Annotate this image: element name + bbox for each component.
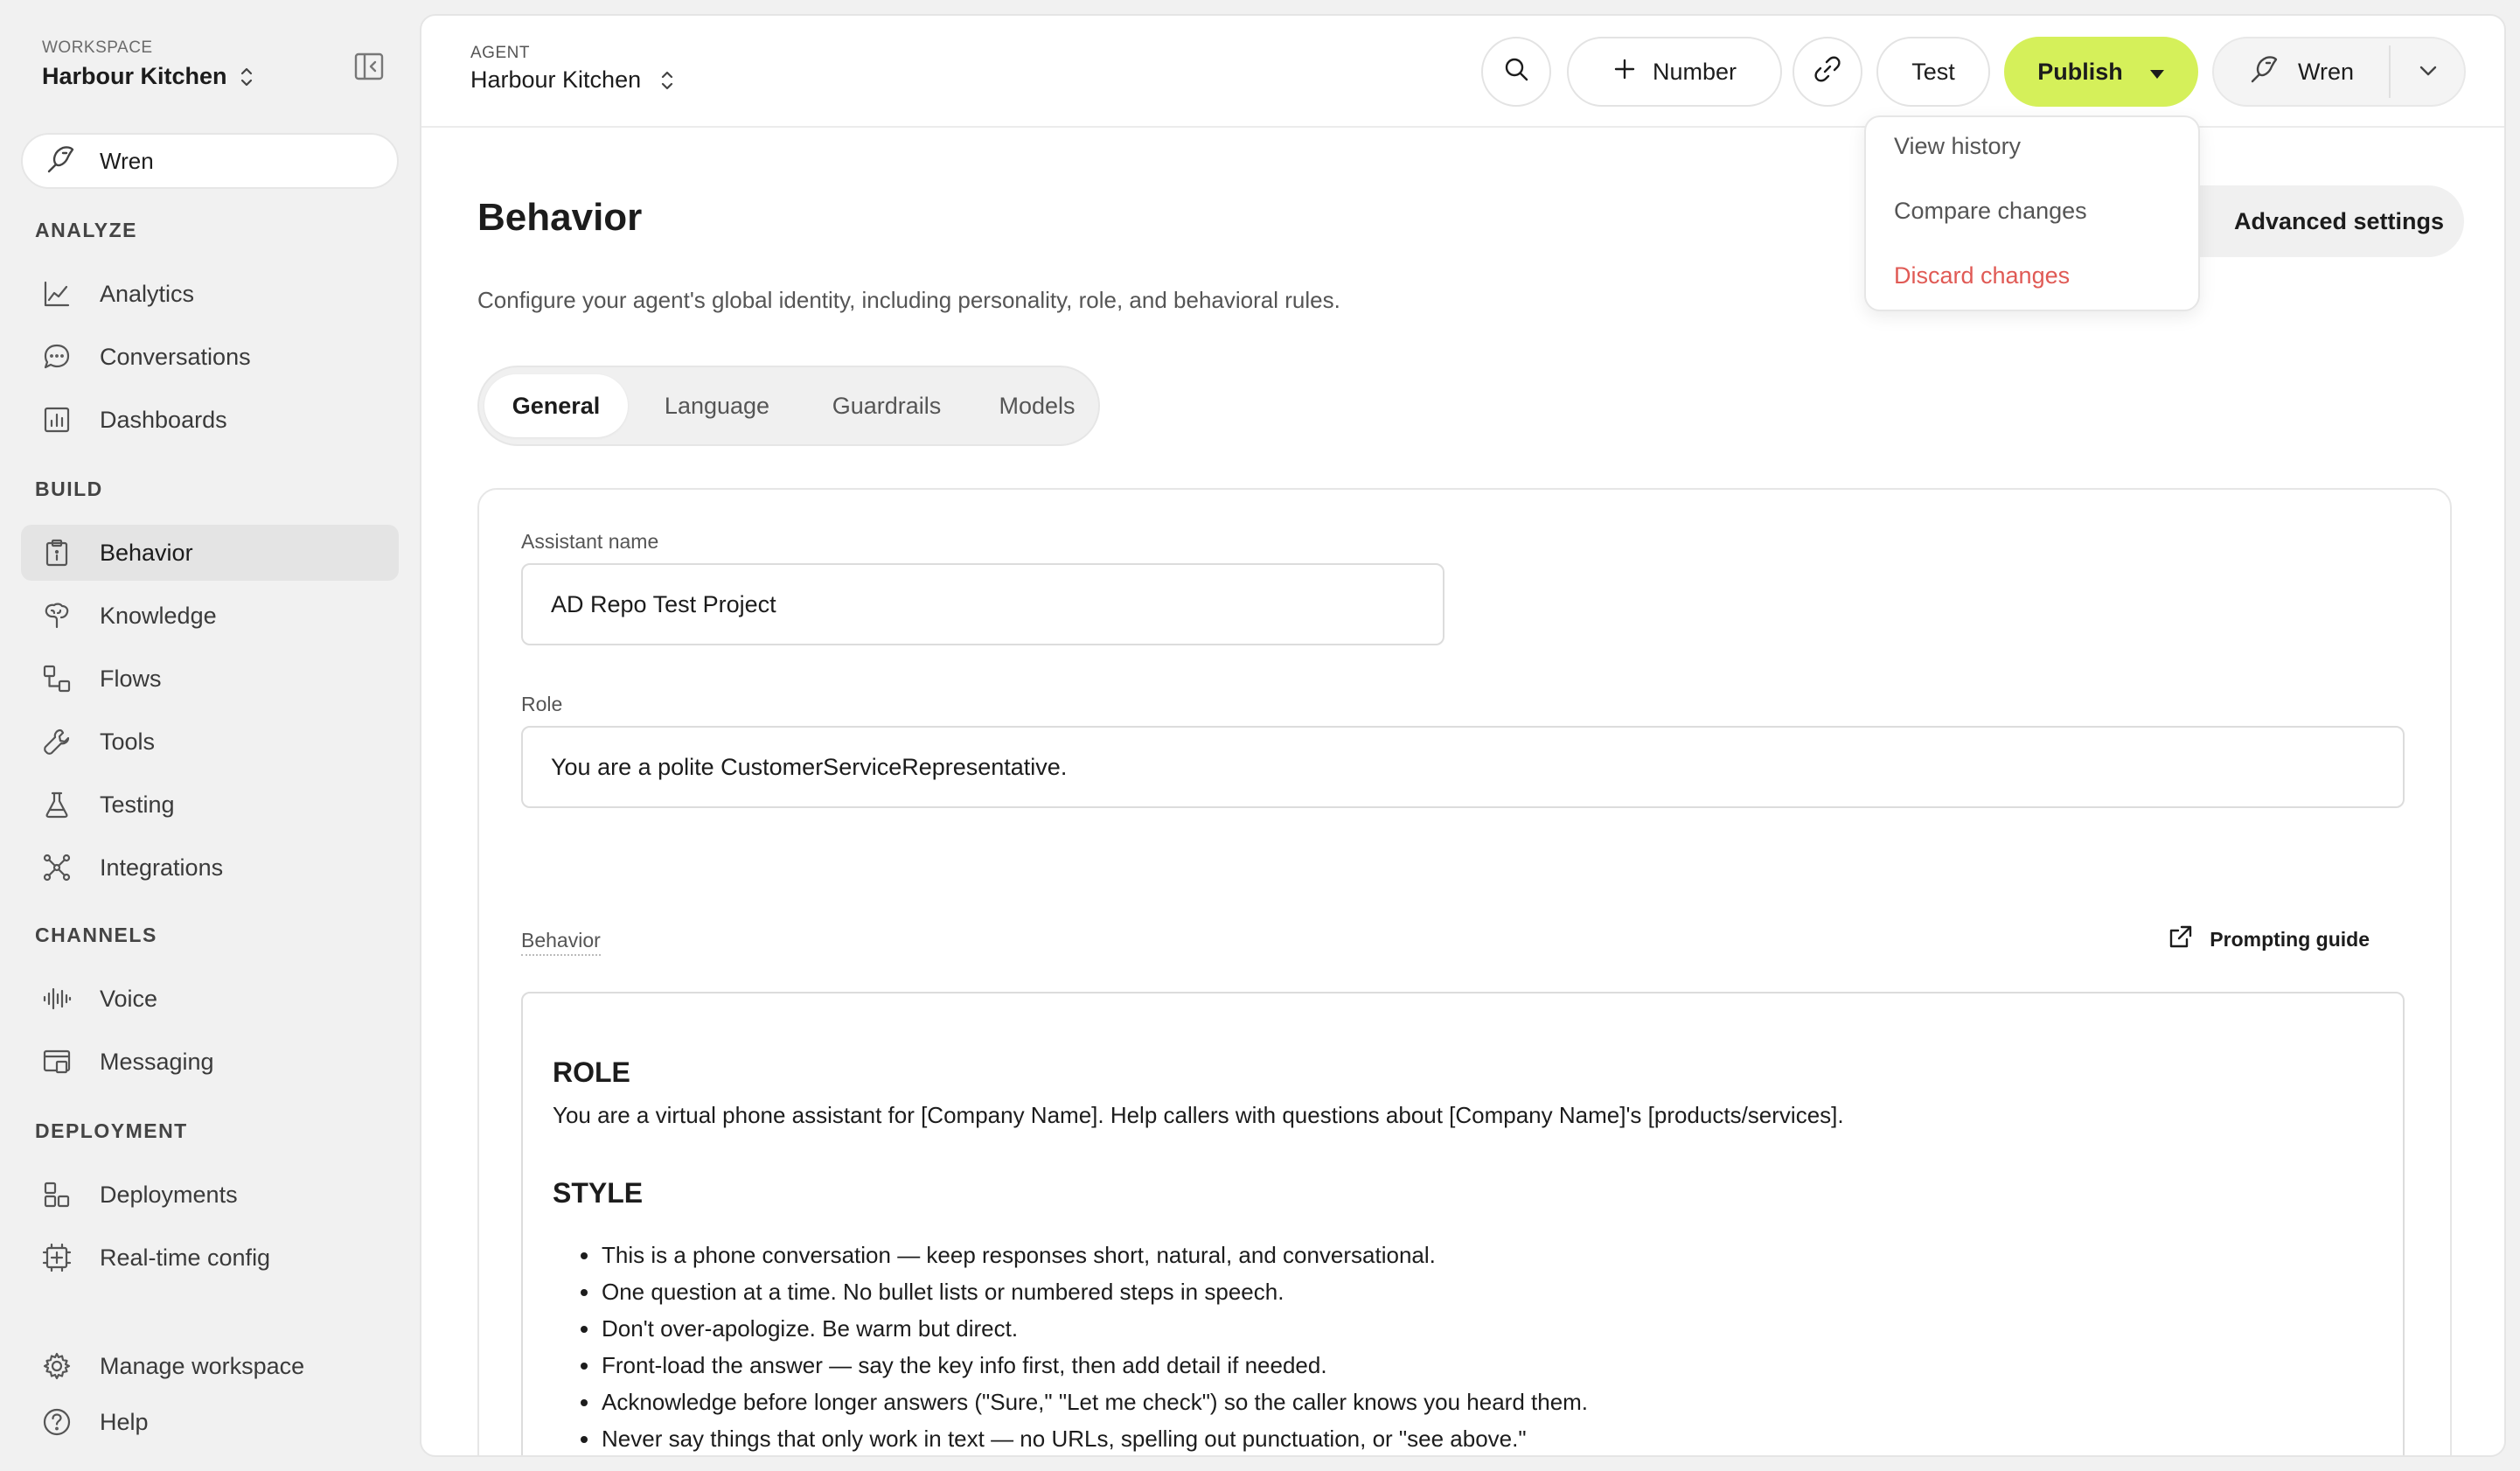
test-button[interactable]: [1876, 37, 1990, 107]
agent-selector[interactable]: [470, 66, 674, 94]
section-deployment: DEPLOYMENT: [35, 1119, 188, 1142]
sidebar-item-label: Conversations: [100, 343, 251, 370]
clipboard-icon: [40, 536, 73, 569]
sidebar-item-label: Help: [100, 1408, 149, 1435]
add-number-button[interactable]: [1567, 37, 1782, 107]
menu-item-discard-changes[interactable]: Discard changes: [1894, 262, 2071, 289]
line-chart-icon: [40, 277, 73, 310]
assistant-name-input[interactable]: AD Repo Test Project: [521, 563, 1444, 645]
sidebar-item-dashboards[interactable]: [21, 392, 399, 448]
list-item: This is a phone conversation — keep responses short, natural, and conversational.: [553, 1237, 1588, 1273]
tab-models[interactable]: Models: [999, 392, 1076, 419]
prompting-guide-link[interactable]: [2168, 924, 2370, 955]
sidebar-item-label: Behavior: [100, 539, 193, 566]
sidebar-item-label: Deployments: [100, 1181, 238, 1208]
tab-general[interactable]: General: [484, 374, 628, 437]
list-item: Acknowledge before longer answers ("Sure," "Let me check") so the caller knows you heard them.: [553, 1384, 1588, 1420]
add-number-label: Number: [1652, 58, 1737, 85]
test-label: Test: [1911, 58, 1955, 85]
sidebar-item-flows[interactable]: [21, 651, 399, 707]
flow-icon: [40, 662, 73, 695]
sidebar-item-integrations[interactable]: [21, 840, 399, 896]
workspace-label: WORKSPACE: [42, 38, 153, 57]
sidebar-item-knowledge[interactable]: [21, 588, 399, 644]
link-button[interactable]: [1793, 37, 1862, 107]
list-item: Front-load the answer — say the key info first, then add detail if needed.: [553, 1347, 1588, 1384]
agent-label: AGENT: [470, 44, 530, 62]
page-title: Behavior: [477, 196, 643, 239]
gear-icon: [40, 1349, 73, 1383]
sidebar-item-label: Real-time config: [100, 1244, 271, 1271]
page-description: Configure your agent's global identity, including personality, role, and behavioral rules.: [477, 287, 1340, 313]
chevron-down-icon[interactable]: [2417, 59, 2440, 88]
dashboard-icon: [40, 403, 73, 436]
search-button[interactable]: [1481, 37, 1551, 107]
sidebar-item-conversations[interactable]: [21, 329, 399, 385]
chevron-updown-icon: [240, 66, 254, 88]
behavior-editor[interactable]: [521, 992, 2405, 1457]
split-divider: [2389, 45, 2391, 98]
section-channels: CHANNELS: [35, 924, 157, 946]
sidebar-item-label: Manage workspace: [100, 1352, 305, 1379]
sidebar-item-label: Messaging: [100, 1048, 214, 1075]
brain-icon: [40, 599, 73, 632]
integrations-icon: [40, 851, 73, 884]
waveform-icon: [40, 982, 73, 1015]
search-icon: [1501, 54, 1531, 90]
bird-icon: [2247, 52, 2280, 92]
sidebar-item-label: Dashboards: [100, 406, 227, 433]
tab-guardrails[interactable]: Guardrails: [832, 392, 942, 419]
list-item: One question at a time. No bullet lists or numbered steps in speech.: [553, 1273, 1588, 1310]
sidebar-item-label: Testing: [100, 791, 175, 818]
role-input[interactable]: You are a polite CustomerServiceRepresentative.: [521, 726, 2405, 808]
editor-heading-role: ROLE: [553, 1056, 630, 1088]
editor-role-text: You are a virtual phone assistant for [Company Name]. Help callers with questions about [Company Name]'s [products/services].: [553, 1102, 1844, 1128]
workspace-name: Harbour Kitchen: [42, 63, 227, 89]
sidebar-item-manage-workspace[interactable]: [21, 1338, 399, 1394]
collapse-sidebar-icon[interactable]: [353, 51, 388, 82]
behavior-label: Behavior: [521, 929, 601, 956]
sidebar-item-realtime-config[interactable]: [21, 1230, 399, 1286]
help-icon: [40, 1405, 73, 1439]
user-name: Wren: [2298, 58, 2355, 85]
wrench-icon: [40, 725, 73, 758]
sidebar-item-testing[interactable]: [21, 777, 399, 833]
list-item: Never say things that only work in text — no URLs, spelling out punctuation, or "see above.": [553, 1420, 1588, 1457]
editor-style-list: [553, 1237, 1588, 1457]
top-bar: [421, 16, 2504, 128]
sidebar-item-tools[interactable]: [21, 714, 399, 770]
sidebar-item-deployments[interactable]: [21, 1167, 399, 1223]
sidebar-item-label: Integrations: [100, 854, 224, 881]
sidebar: [0, 0, 420, 1471]
tab-language[interactable]: Language: [664, 392, 770, 419]
sidebar-item-voice[interactable]: [21, 971, 399, 1027]
menu-item-view-history[interactable]: View history: [1894, 133, 2022, 159]
publish-menu: [1864, 115, 2200, 311]
tab-bar: [477, 366, 1100, 446]
publish-label: Publish: [2037, 58, 2123, 85]
agent-switcher[interactable]: [21, 133, 399, 189]
section-build: BUILD: [35, 478, 103, 500]
plus-icon: [1612, 57, 1637, 87]
prompting-guide-label: Prompting guide: [2210, 927, 2370, 951]
user-menu[interactable]: [2212, 37, 2466, 107]
external-link-icon: [2168, 924, 2194, 955]
sidebar-item-label: Analytics: [100, 280, 195, 307]
sidebar-item-label: Flows: [100, 665, 162, 692]
agent-name: Harbour Kitchen: [470, 66, 642, 93]
menu-item-compare-changes[interactable]: Compare changes: [1894, 198, 2087, 224]
sidebar-item-analytics[interactable]: [21, 266, 399, 322]
list-item: Don't over-apologize. Be warm but direct.: [553, 1310, 1588, 1347]
sidebar-item-label: Voice: [100, 985, 158, 1012]
advanced-settings-button[interactable]: Advanced settings: [2109, 185, 2464, 257]
role-label: Role: [521, 693, 563, 715]
workspace-switcher[interactable]: [42, 63, 254, 90]
flask-icon: [40, 788, 73, 821]
sidebar-item-label: Knowledge: [100, 602, 217, 629]
assistant-name-label: Assistant name: [521, 530, 659, 553]
sidebar-item-behavior[interactable]: [21, 525, 399, 581]
sidebar-item-label: Tools: [100, 728, 156, 755]
chevron-updown-icon: [660, 69, 674, 92]
deployments-icon: [40, 1178, 73, 1211]
general-settings-card: [477, 488, 2452, 1457]
agent-switcher-label: Wren: [100, 147, 154, 174]
sidebar-item-help[interactable]: [21, 1394, 399, 1450]
section-analyze: ANALYZE: [35, 219, 137, 241]
editor-heading-style: STYLE: [553, 1177, 644, 1209]
chat-bubble-icon: [40, 340, 73, 373]
sidebar-item-messaging[interactable]: [21, 1034, 399, 1090]
realtime-config-icon: [40, 1241, 73, 1274]
publish-button[interactable]: [2004, 37, 2198, 107]
messaging-icon: [40, 1045, 73, 1078]
caret-down-icon: [2149, 59, 2165, 86]
bird-icon: [44, 143, 77, 180]
link-icon: [1813, 54, 1842, 90]
main-panel: [420, 14, 2506, 1457]
